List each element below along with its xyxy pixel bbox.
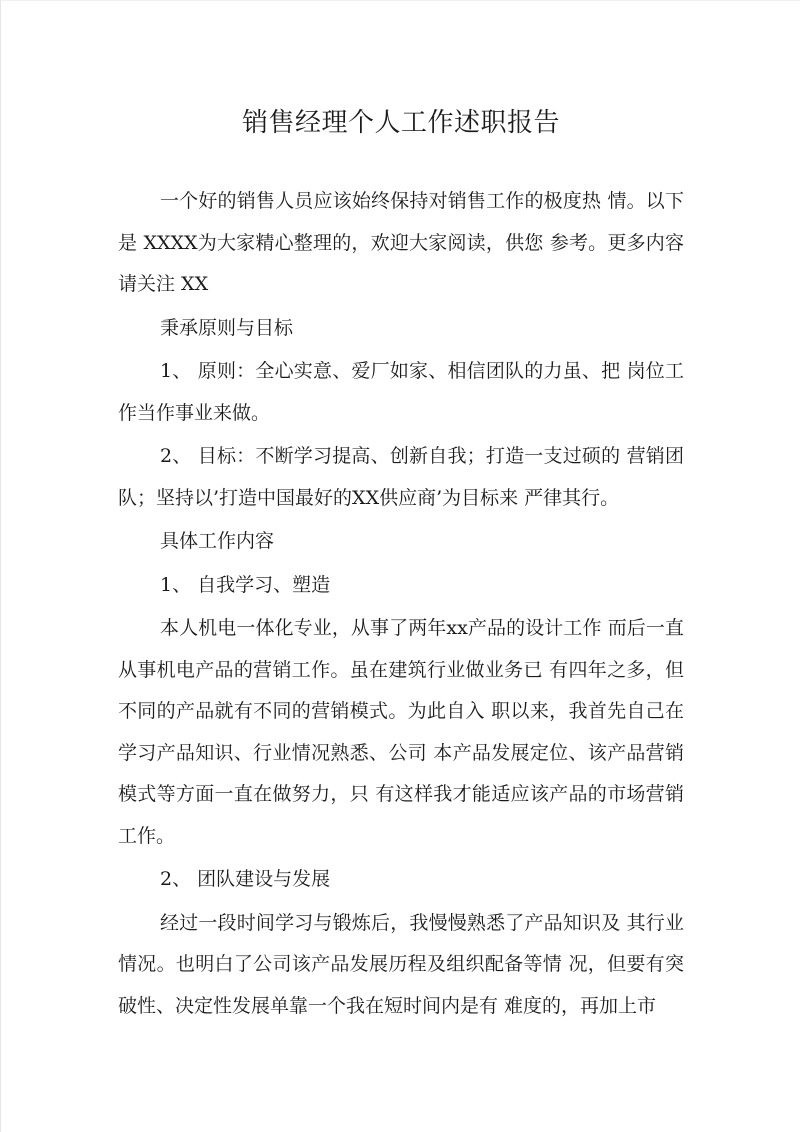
page-title: 销售经理个人工作述职报告 [241, 108, 560, 138]
learning-paragraph: 本人机电一体化专业，从事了两年xx产品的设计工作 而后一直从事机电产品的营销工作。虽在建筑行业做业务已 有四年之多，但不同的产品就有不同的营销模式。为此自入 职以来，我首先自己在学习产品知识、行业情况熟悉、公司 本产品发展定位、该产品营销模式等方面一直在做努力，只 有这样我才能适应该产品的市场营销工作。 [118, 617, 684, 847]
goal-item: 2、 目标：不断学习提高、创新自我；打造一支过硕的 营销团队；坚持以’打造中国最好的XX供应商’为目标来 严律其行。 [118, 445, 684, 509]
section-heading-principles: 秉承原则与目标 [160, 316, 294, 339]
document-body [118, 181, 684, 1027]
intro-paragraph: 一个好的销售人员应该始终保持对销售工作的极度热 情。以下是 XXXX为大家精心整理的，欢迎大家阅读，供您 参考。更多内容请关注 XX [118, 190, 684, 295]
principle-item: 1、 原则：全心实意、爱厂如家、相信团队的力虽、把 岗位工作当作事业来做。 [118, 360, 684, 424]
team-paragraph: 经过一段时间学习与锻炼后，我慢慢熟悉了产品知识及 其行业情况。也明白了公司该产品发展历程及组织配备等情 况，但要有突破性、决定性发展单靠一个我在短时间内是有 难度的，再加上市 [118, 911, 684, 1017]
section-heading-work: 具体工作内容 [160, 530, 275, 552]
subsection-heading-learning: 1、 自我学习、塑造 [160, 573, 331, 596]
subsection-heading-team: 2、 团队建设与发展 [160, 868, 331, 890]
